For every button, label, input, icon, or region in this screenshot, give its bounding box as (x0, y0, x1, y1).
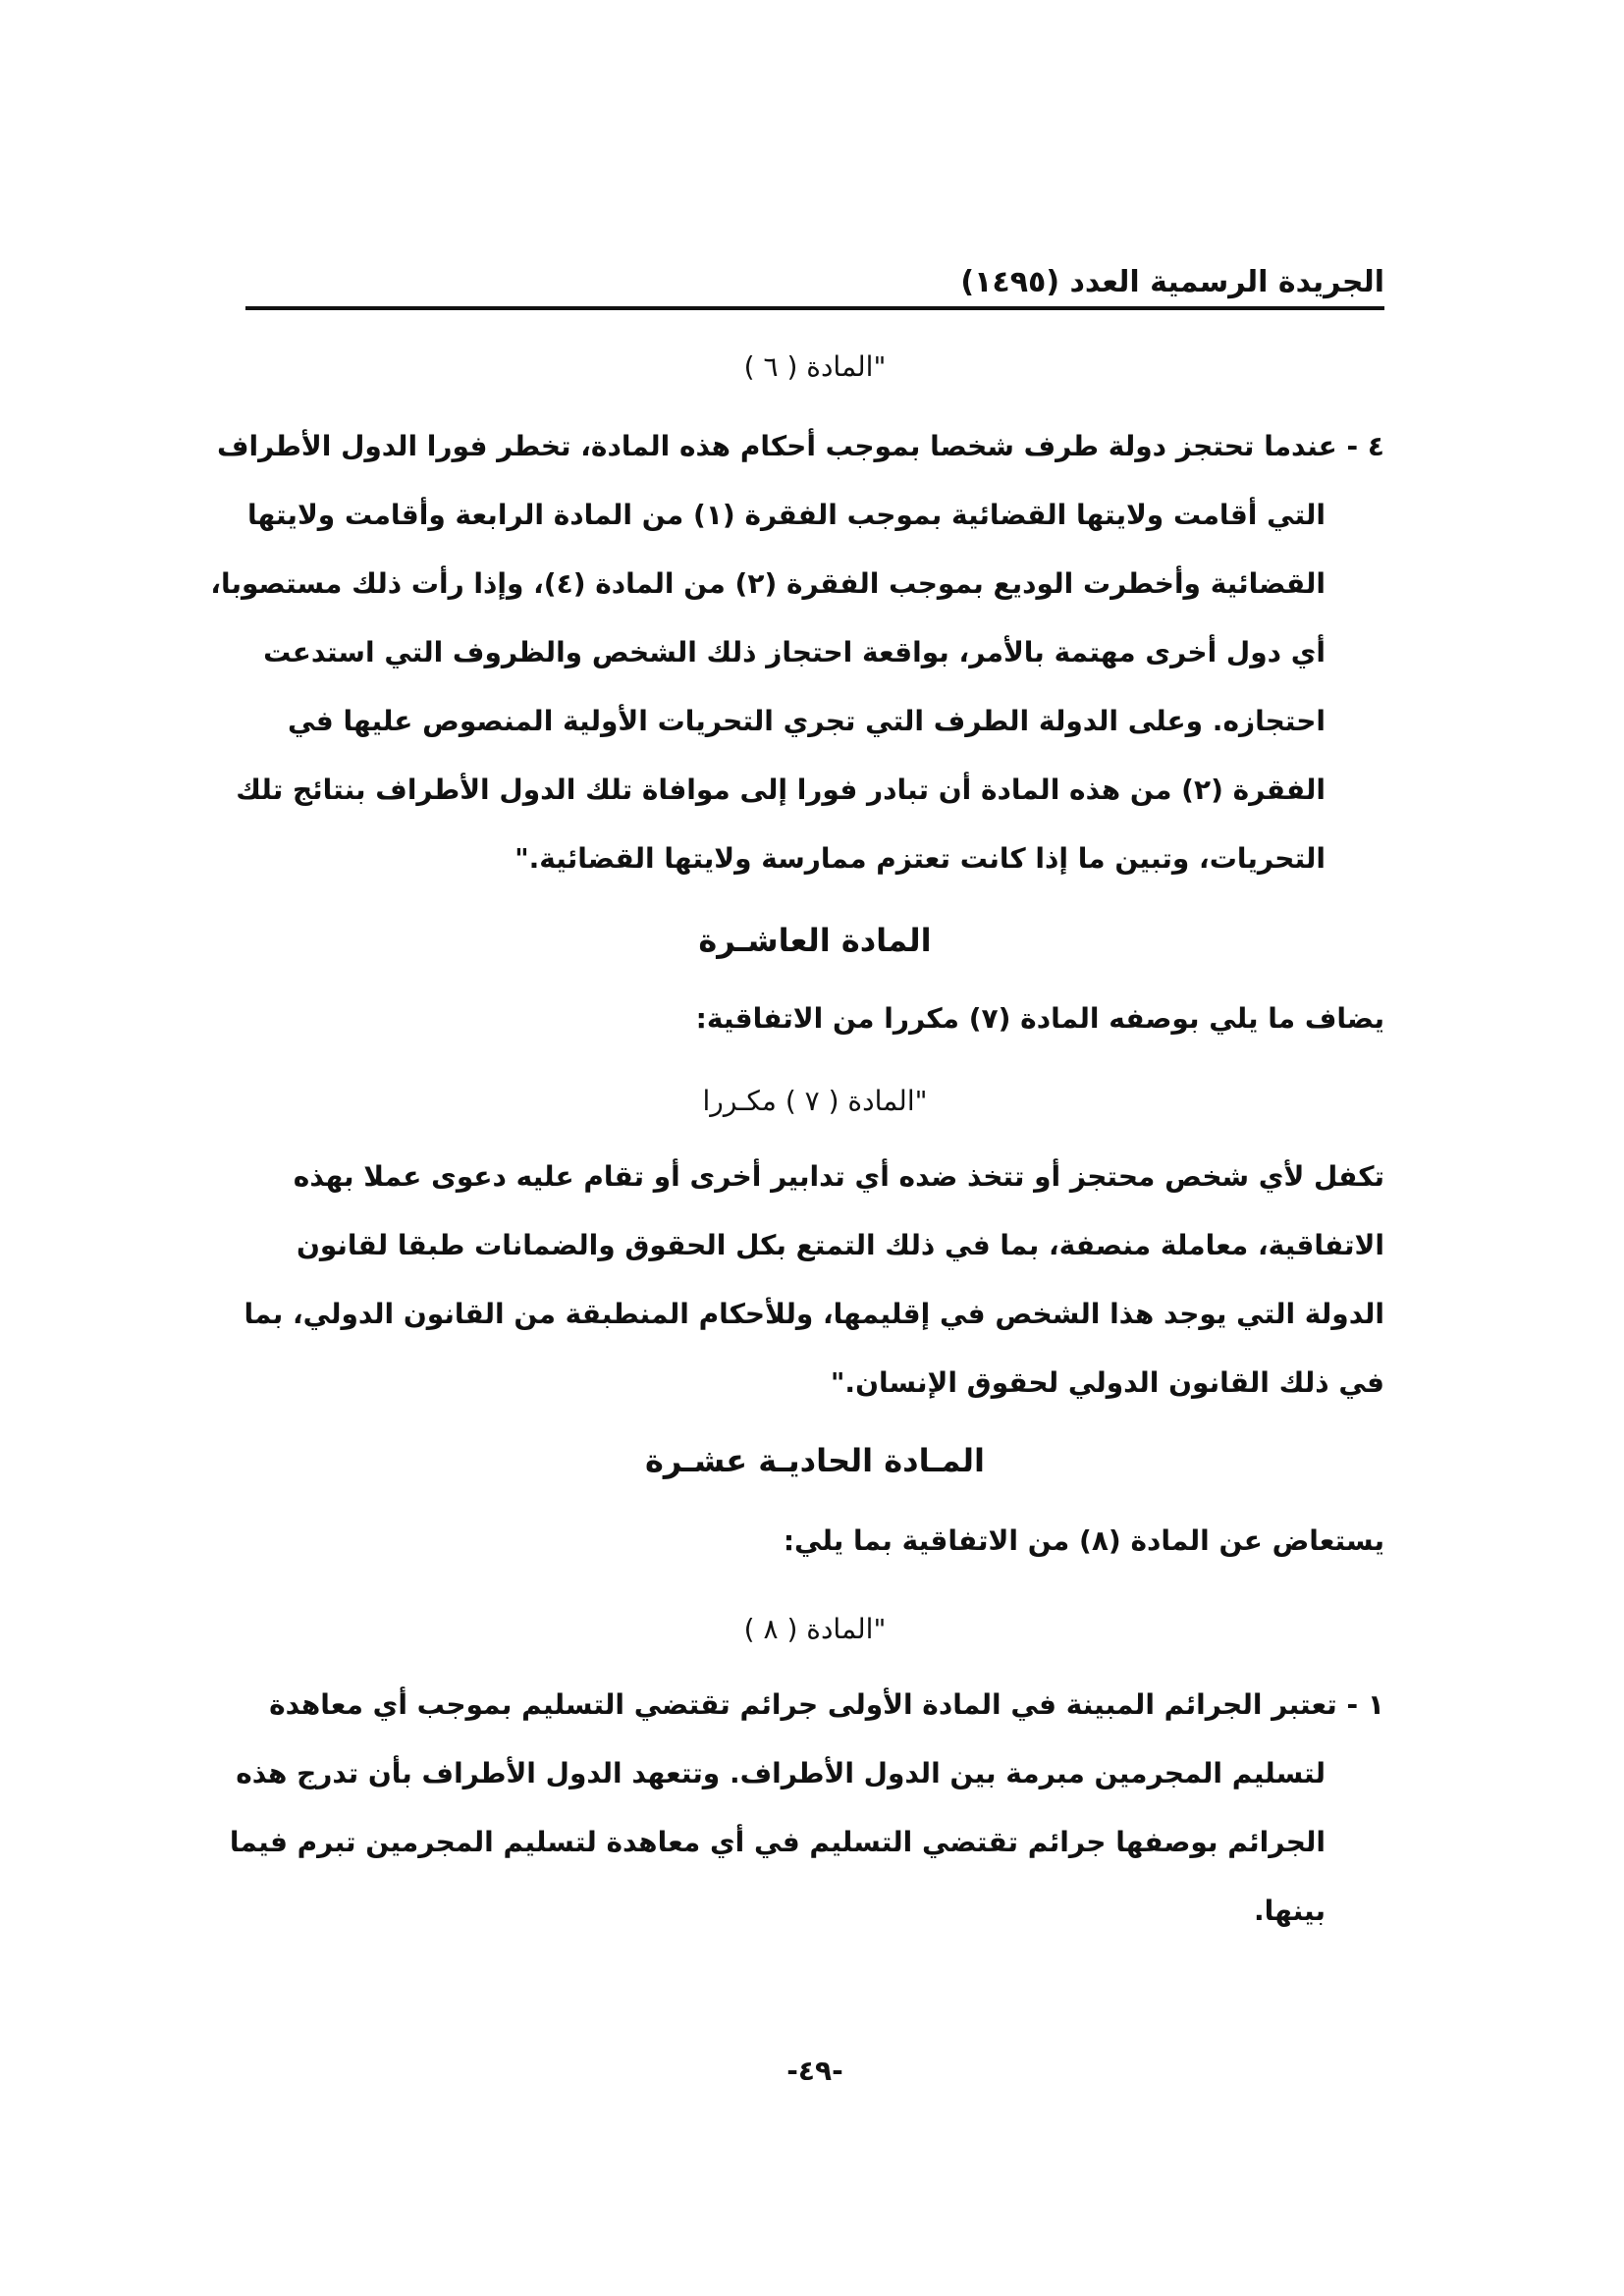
paragraph-line: الدولة التي يوجد هذا الشخص في إقليمها، وللأحكام المنطبقة من القانون الدولي، بما (244, 1298, 1384, 1330)
article-8-paragraph-1 (229, 1671, 1384, 1946)
paragraph-line: التي أقامت ولايتها القضائية بموجب الفقرة (١) من المادة الرابعة وأقامت ولايتها (247, 499, 1326, 531)
paragraph-line: بينها. (1253, 1895, 1326, 1927)
paragraph-line: التحريات، وتبين ما إذا كانت تعتزم ممارسة ولايتها القضائية." (514, 842, 1326, 875)
section-10-intro: يضاف ما يلي بوصفه المادة (٧) مكررا من الاتفاقية: (695, 1002, 1384, 1035)
article-6-label: "المادة ( ٦ ) (743, 350, 887, 383)
article-6-paragraph-4 (210, 412, 1384, 893)
paragraph-line: الاتفاقية، معاملة منصفة، بما في ذلك التمتع بكل الحقوق والضمانات طبقا لقانون (296, 1229, 1384, 1261)
gazette-header-title: الجريدة الرسمية العدد (١٤٩٥) (960, 265, 1384, 299)
paragraph-line: أي دول أخرى مهتمة بالأمر، بواقعة احتجاز ذلك الشخص والظروف التي استدعت (263, 636, 1326, 668)
paragraph-line: الجرائم بوصفها جرائم تقتضي التسليم في أي معاهدة لتسليم المجرمين تبرم فيما (229, 1826, 1326, 1858)
paragraph-line: احتجازه. وعلى الدولة الطرف التي تجري التحريات الأولية المنصوص عليها في (288, 705, 1326, 737)
article-7-bis-paragraph (245, 1143, 1384, 1417)
section-11-heading: المـادة الحاديـة عشـرة (645, 1442, 985, 1479)
header-divider (245, 306, 1384, 310)
paragraph-line: لتسليم المجرمين مبرمة بين الدول الأطراف. وتتعهد الدول الأطراف بأن تدرج هذه (236, 1757, 1326, 1789)
section-11-intro: يستعاض عن المادة (٨) من الاتفاقية بما يلي: (783, 1524, 1384, 1557)
section-10-heading: المادة العاشـرة (698, 922, 932, 959)
article-8-label: "المادة ( ٨ ) (743, 1613, 887, 1645)
paragraph-line: القضائية وأخطرت الوديع بموجب الفقرة (٢) من المادة (٤)، وإذا رأت ذلك مستصوبا، (210, 567, 1326, 600)
paragraph-line: في ذلك القانون الدولي لحقوق الإنسان." (830, 1366, 1384, 1399)
page-number: -٤٩- (786, 2055, 843, 2087)
article-7-bis-label: "المادة ( ٧ ) مكـررا (702, 1085, 928, 1117)
paragraph-line: ٤ - عندما تحتجز دولة طرف شخصا بموجب أحكام هذه المادة، تخطر فورا الدول الأطراف (216, 430, 1384, 462)
paragraph-line: تكفل لأي شخص محتجز أو تتخذ ضده أي تدابير أخرى أو تقام عليه دعوى عملا بهذه (293, 1160, 1384, 1193)
paragraph-line: الفقرة (٢) من هذه المادة أن تبادر فورا إلى موافاة تلك الدول الأطراف بنتائج تلك (236, 774, 1326, 806)
paragraph-line: ١ - تعتبر الجرائم المبينة في المادة الأولى جرائم تقتضي التسليم بموجب أي معاهدة (269, 1688, 1384, 1721)
